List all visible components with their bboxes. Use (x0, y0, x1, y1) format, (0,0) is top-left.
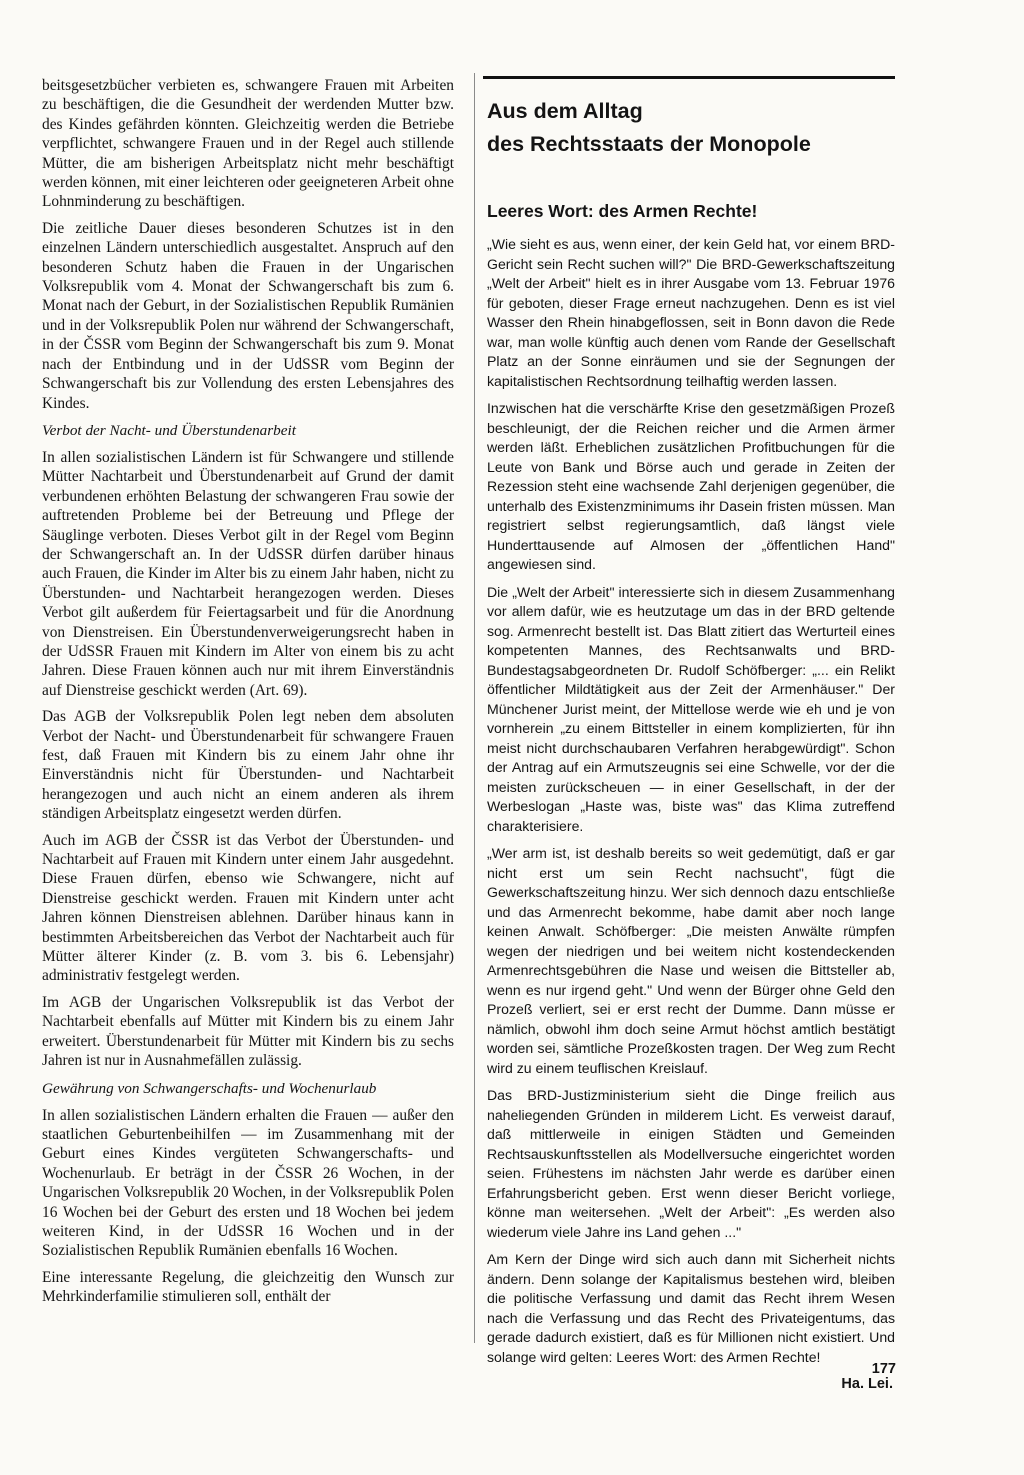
paragraph: „Wie sieht es aus, wenn einer, der kein Geld hat, vor einem BRD-Gericht sein Recht suchen will?" Die BRD-Gewerkschaftszeitung „Welt der Arbeit" hielt es in ihrer Ausgabe vom 13. Februar 1976 für geboten, dieser Frage erneut nachzugehen. Denn es ist viel Wasser den Rhein hinabgeflossen, seit in Bonn davon die Rede war, man wolle künftig auch denen vom Rande der Gesellschaft Platz an der Sonne einräumen und sie der Segnungen der kapitalistischen Rechtsordnung teilhaftig werden lassen. (487, 236, 895, 389)
section-title-line-1: Aus dem Alltag (487, 99, 643, 123)
section-title-line-2: des Rechtsstaats der Monopole (487, 132, 811, 156)
paragraph: In allen sozialistischen Ländern ist für Schwangere und stillende Mütter Nachtarbeit und Überstundenarbeit auf Grund der damit verbundenen erhöhten Belastung der schwangeren Frau sowie der auftretenden Probleme bei der Betreuung und Pflege der Säuglinge verboten. Dieses Verbot gilt in der Regel vom Beginn der Schwangerschaft an. In der UdSSR dürfen darüber hinaus auch Frauen, die Kinder im Alter bis zu einem Jahr haben, nicht zu Überstunden- und Nachtarbeit herangezogen werden. Dieses Verbot gilt außerdem für Feiertagsarbeit und für die Anordnung von Dienstreisen. Ein Überstundenverweigerungsrecht haben in der UdSSR Frauen mit Kindern im Alter von einem bis zu acht Jahren. Diese Frauen können auch nur mit ihrem Einverständnis auf Dienstreise geschickt werden (Art. 69). (42, 448, 454, 699)
paragraph: Am Kern der Dinge wird sich auch dann mit Sicherheit nichts ändern. Denn solange der Kapitalismus bestehen wird, bleiben die politische Verfassung und damit das Recht ihrem Wesen nach die Verfassung und das Recht des Privateigentums, das gerade dadurch existiert, daß es für Millionen nicht existiert. Und solange wird gelten: Leeres Wort: des Armen Rechte! (487, 1251, 895, 1365)
article-title: Leeres Wort: des Armen Rechte! (487, 201, 758, 221)
paragraph: Inzwischen hat die verschärfte Krise den gesetzmäßigen Prozeß beschleunigt, der die Reichen reicher und die Armen ärmer werden läßt. Erheblichen zusätzlichen Profitbuchungen für die Leute von Bank und Börse auch und gerade in Zeiten der Rezession steht eine wachsende Zahl derjenigen gegenüber, die unterhalb des Existenzminimums ihr Dasein fristen müssen. Man registriert selbst regierungsamtlich, daß längst viele Hunderttausende auf Almosen der „öffentlichen Hand" angewiesen sind. (487, 400, 895, 572)
left-column (42, 76, 454, 1314)
paragraph: Eine interessante Regelung, die gleichzeitig den Wunsch zur Mehrkinderfamilie stimulieren soll, enthält der (42, 1268, 454, 1306)
section-header (483, 76, 895, 161)
author-signature: Ha. Lei. (841, 1376, 893, 1392)
page-number: 177 (871, 1361, 896, 1377)
paragraph: beitsgesetzbücher verbieten es, schwangere Frauen mit Arbeiten zu beschäftigen, die die Gesundheit der werdenden Mutter bzw. des Kindes gefährden könnten. Gleichzeitig werden die Betriebe verpflichtet, schwangere Frauen und in der Regel auch stillende Mütter, die am bisherigen Arbeitsplatz nicht mehr beschäftigt werden können, mit einer leichteren oder geeigneteren Arbeit ohne Lohnminderung zu beschäftigen. (42, 77, 454, 211)
section-heading: Verbot der Nacht- und Überstundenarbeit (42, 421, 296, 439)
paragraph: Im AGB der Ungarischen Volksrepublik ist das Verbot der Nachtarbeit ebenfalls auf Mütter mit Kindern bis zu einem Jahr erweitert. Überstundenarbeit für Mütter mit Kindern bis zu sechs Jahren ist nur in Ausnahmefällen zulässig. (42, 993, 454, 1070)
paragraph: Die „Welt der Arbeit" interessierte sich in diesem Zusammenhang vor allem dafür, wie es heutzutage um das in der BRD geltende sog. Armenrecht bestellt ist. Das Blatt zitiert das Werturteil eines kompetenten Mannes, des Rechtsanwalts und BRD-Bundestagsabgeordneten Dr. Rudolf Schöfberger: „... ein Relikt öffentlicher Mildtätigkeit aus der Zeit der Armenhäuser." Der Münchener Jurist meint, der Mittellose werde wie eh und je von vornherein „zu einem Bittsteller in einem komplizierten, für ihn meist nicht durchschaubaren Verfahren herabgewürdigt". Schon der Antrag auf ein Armutszeugnis sei eine Schwelle, vor der die meisten zurückscheuen — in einer Gesellschaft, in der der Werbeslogan „Haste was, biste was" das Klima zutreffend charakterisiere. (487, 583, 895, 834)
paragraph: In allen sozialistischen Ländern erhalten die Frauen — außer den staatlichen Geburtenbeihilfen — im Zusammenhang mit der Geburt eines Kindes vergüteten Schwangerschafts- und Wochenurlaub. Er beträgt in der ČSSR 26 Wochen, in der Ungarischen Volksrepublik 20 Wochen, in der Volksrepublik Polen 16 Wochen bei der Geburt des ersten und 18 Wochen bei jedem weiteren Kind, in der UdSSR 16 Wochen und in der Sozialistischen Republik Rumänien ebenfalls 16 Wochen. (42, 1106, 454, 1260)
paragraph: Das BRD-Justizministerium sieht die Dinge freilich aus naheliegenden Gründen in milderem Licht. Es verweist darauf, daß mittlerweile in einigen Städten und Gemeinden Rechtsauskunftsstellen als Modellversuche eingerichtet worden seien. Frühestens im nächsten Jahr werde es darüber einen Erfahrungsbericht geben. Erst wenn dieser Bericht vorliege, könne man weitersehen. „Welt der Arbeit": „Es werden also wiederum viele Jahre ins Land gehen ..." (487, 1087, 895, 1240)
right-column (483, 76, 895, 1395)
paragraph: „Wer arm ist, ist deshalb bereits so weit gedemütigt, daß er gar nicht erst um sein Recht nachsucht", fügt die Gewerkschaftszeitung hinzu. Wer sich dennoch dazu entschließe und das Armenrecht bekomme, habe damit aber noch lange keinen Anwalt. Schöfberger: „Die meisten Anwälte rümpfen wegen der niedrigen und bei weitem nicht kostendeckenden Armenrechtsgebühren die Nase und weisen die Bittsteller ab, wenn es nur irgend geht." Und wenn der Bürger ohne Geld den Prozeß verliert, sei er erst recht der Dumme. Dann müsse er nämlich, obwohl ihm doch seine Armut höchst amtlich bestätigt worden sei, sämtliche Prozeßkosten tragen. Der Weg zum Recht wird zu einem teuflischen Kreislauf. (487, 845, 895, 1076)
paragraph: Das AGB der Volksrepublik Polen legt neben dem absoluten Verbot der Nacht- und Überstundenarbeit für schwangere Frauen fest, daß Frauen mit Kindern bis zu einem Jahr ohne ihr Einverständnis nicht für Überstunden- und Nachtarbeit herangezogen und auch nicht an einem anderen als ihrem ständigen Arbeitsplatz eingesetzt werden dürfen. (42, 708, 454, 823)
paragraph: Die zeitliche Dauer dieses besonderen Schutzes ist in den einzelnen Ländern unterschiedlich ausgestaltet. Anspruch auf den besonderen Schutz haben die Frauen in der Ungarischen Volksrepublik vom 4. Monat der Schwangerschaft bis zum 6. Monat nach der Geburt, in der Sozialistischen Republik Rumänien und in der Volksrepublik Polen nur während der Schwangerschaft, in der ČSSR vom Beginn der Schwangerschaft bis zum 9. Monat nach der Entbindung und in der UdSSR vom Beginn der Schwangerschaft bis zur Vollendung des ersten Lebensjahres des Kindes. (42, 219, 454, 412)
column-divider (474, 73, 475, 1343)
section-title (483, 95, 895, 161)
section-heading: Gewährung von Schwangerschafts- und Wochenurlaub (42, 1079, 377, 1097)
paragraph: Auch im AGB der ČSSR ist das Verbot der Überstunden- und Nachtarbeit auf Frauen mit Kindern unter einem Jahr ausgedehnt. Diese Frauen dürfen, ebenso wie Schwangere, nicht auf Dienstreise geschickt werden. Frauen mit Kindern unter acht Jahren können Dienstreisen ablehnen. Darüber hinaus kann in bestimmten Arbeitsbereichen das Verbot der Nachtarbeit auch für Mütter älterer Kinder (z. B. vom 3. bis 6. Lebensjahr) administrativ festgelegt werden. (42, 831, 454, 985)
